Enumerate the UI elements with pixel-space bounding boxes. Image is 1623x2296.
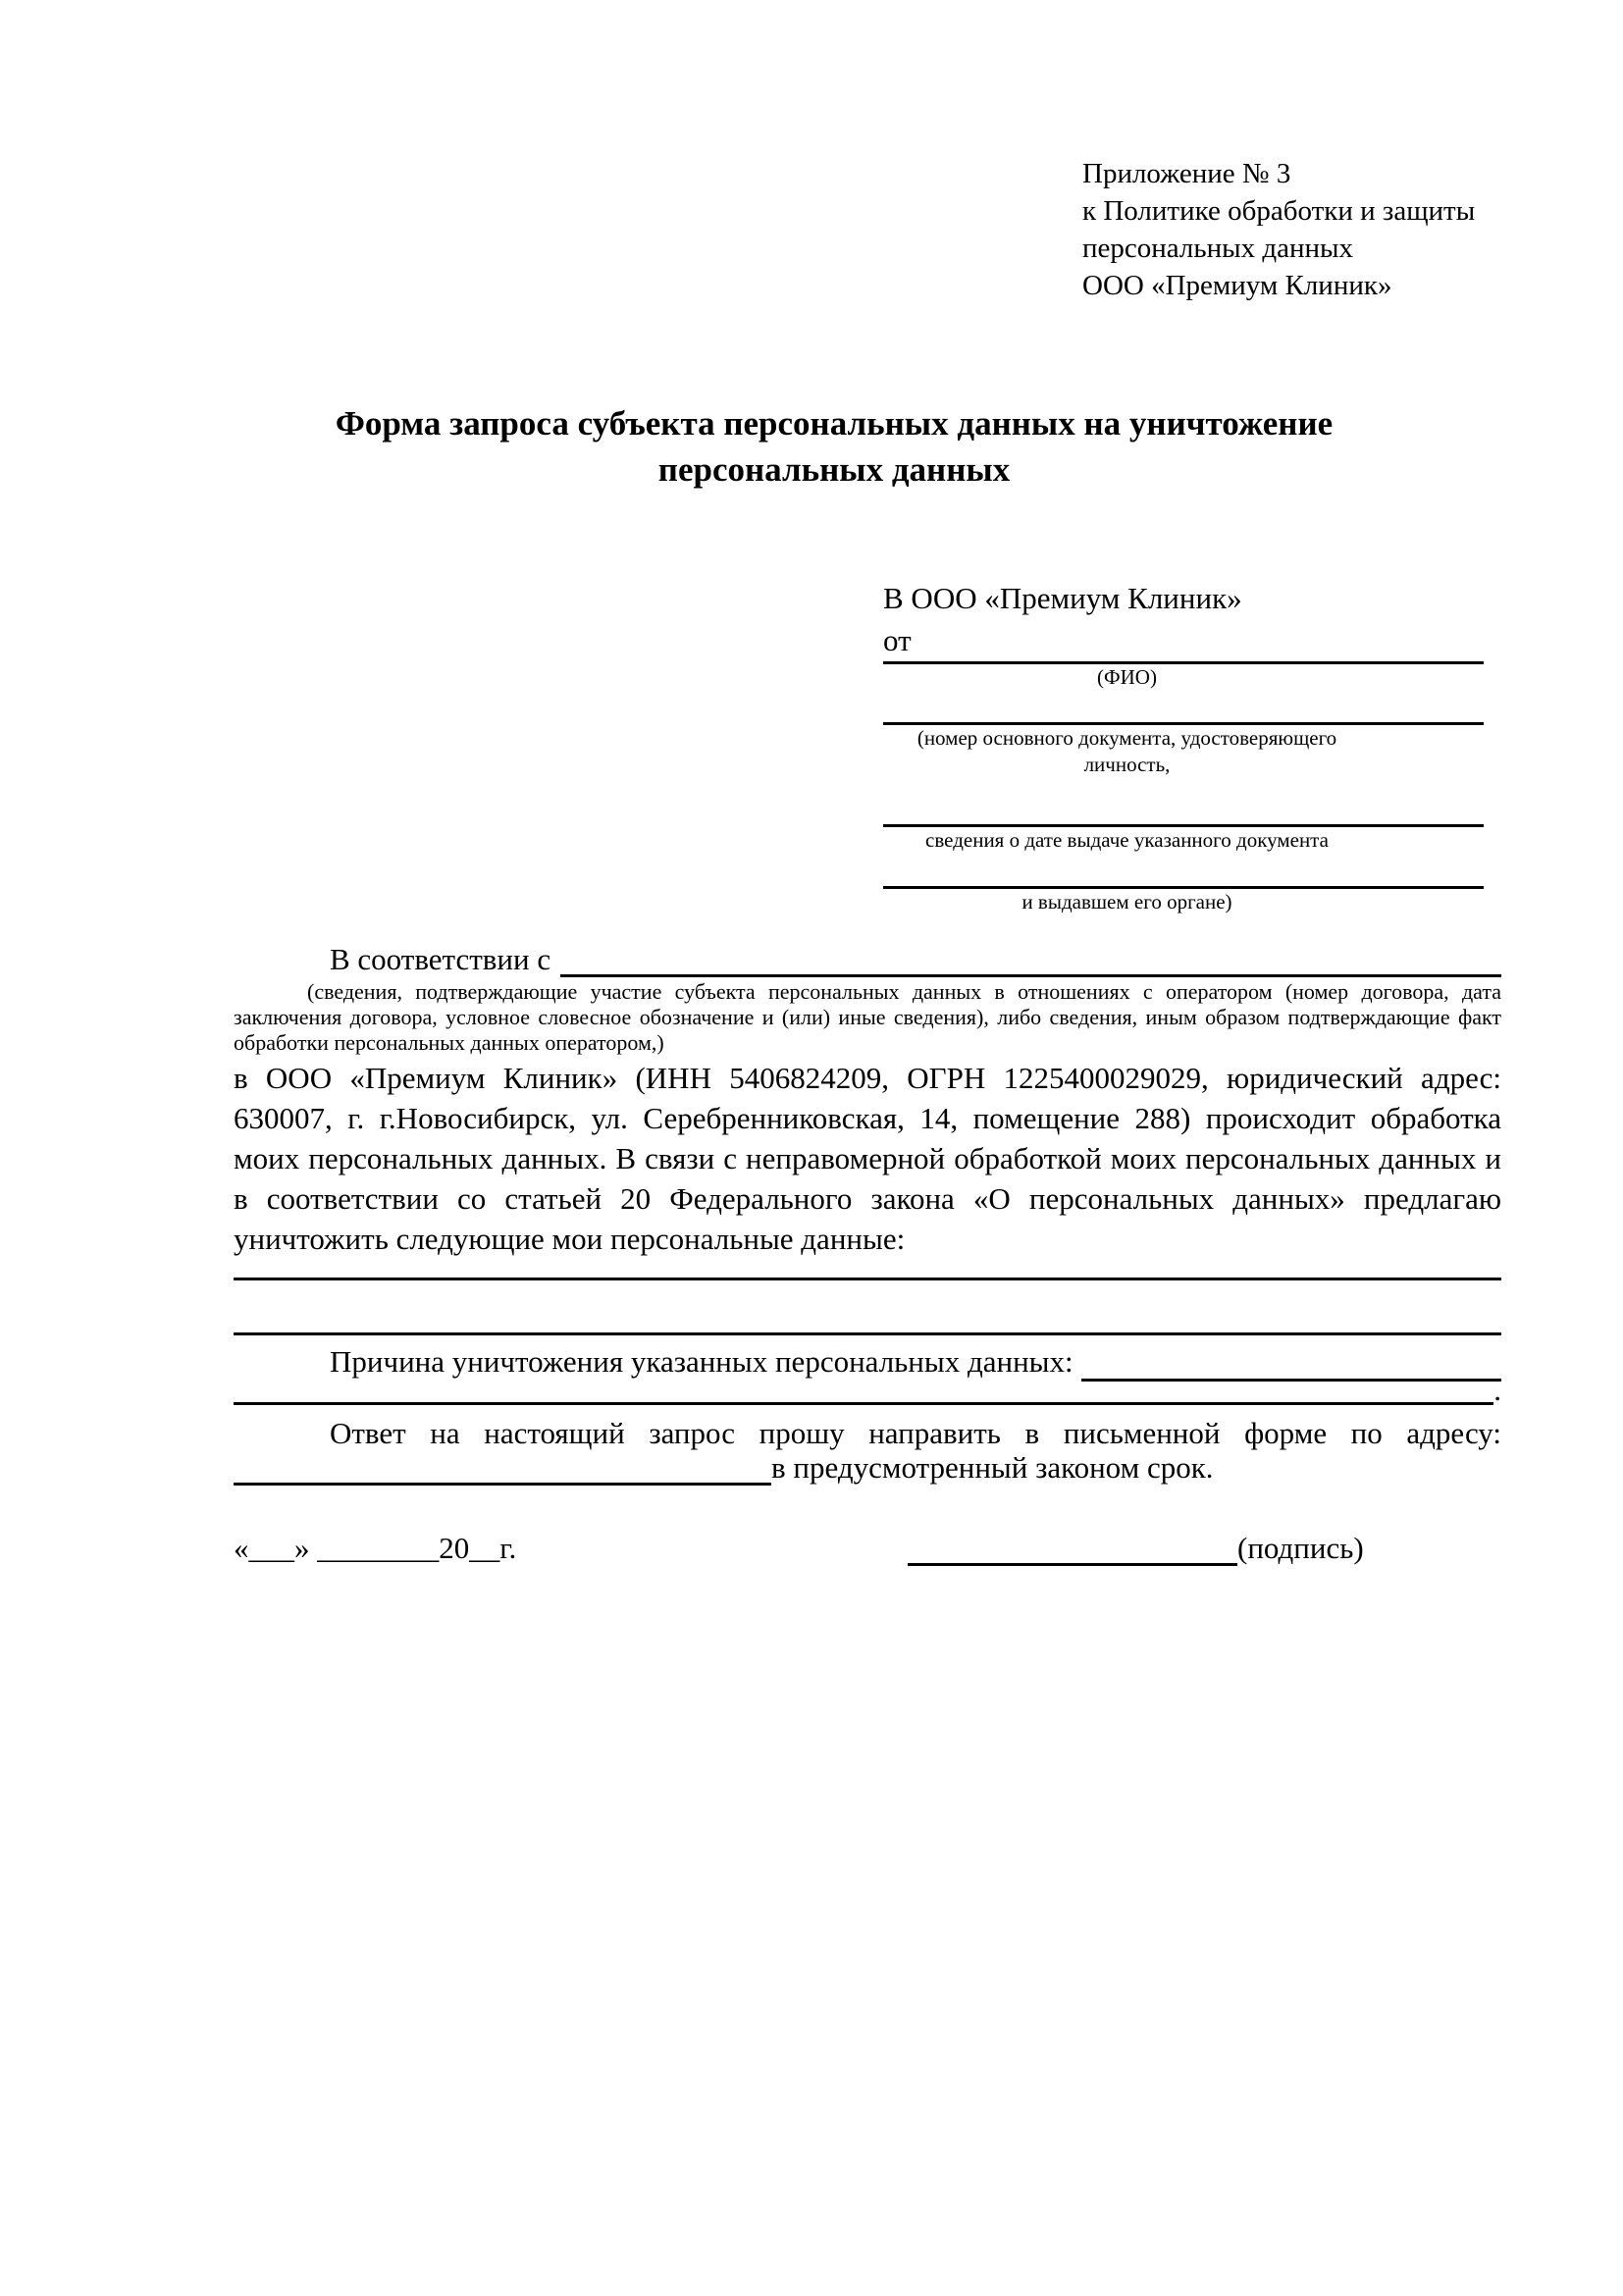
annex-line-3: персональных данных [1082,233,1354,264]
personal-data-blank-line-1 [234,1278,1501,1280]
response-tail: в предусмотренный законом срок. [771,1450,1214,1485]
signature-blank-line [908,1535,1237,1566]
accordance-footnote: (сведения, подтверждающие участие субъекта персональных данных в отношениях с оператором (номер договора, дата заключения договора, условное словесное обозначение и (или) иные сведения), либо сведения, иным образом подтверждающие факт обработки персональных данных оператором,) [234,979,1501,1055]
sentence-period: . [1493,1373,1501,1407]
addressee-from-label: от [883,623,912,657]
addressee-block [883,577,1484,915]
address-blank-line [234,1452,771,1486]
annex-line-1: Приложение № 3 [1082,158,1291,189]
signature-group [908,1531,1364,1566]
issuing-authority-caption: и выдавшем его органе) [1021,890,1232,913]
signature-caption: (подпись) [1237,1531,1364,1565]
issue-date-caption: сведения о дате выдаче указанного документа [925,828,1329,852]
reason-label: Причина уничтожения указанных персональных данных: [330,1344,1073,1379]
identity-document-caption: (номер основного документа, удостоверяющего личность, [916,726,1337,776]
addressee-organization: В ООО «Премиум Клиник» [883,581,1242,615]
response-address-line [234,1450,1501,1486]
document-title: Форма запроса субъекта персональных данных на уничтожение персональных данных [335,404,1334,489]
reason-blank-line-2 [234,1376,1493,1405]
annex-line-4: ООО «Премиум Клиник» [1082,270,1392,301]
fio-caption: (ФИО) [1097,665,1157,689]
annex-line-2: к Политике обработки и защиты [1082,195,1476,227]
reason-continuation-line [234,1373,1501,1407]
accordance-line [234,942,1501,977]
personal-data-blank-line-2 [234,1332,1501,1335]
date-blank-line: «___» ________20__г. [234,1531,517,1565]
accordance-lead: В соответствии с [330,942,551,976]
date-signature-row [234,1531,1501,1566]
annex-reference [1082,155,1475,304]
accordance-blank-line [560,944,1501,977]
request-body-paragraph: в ООО «Премиум Клиник» (ИНН 5406824209, ОГРН 1225400029029, юридический адрес: 630007, г. г.Новосибирск, ул. Серебренниковская, 14, помещение 288) происходит обработка моих персональных данных. В связи с неправомерной обработкой моих персональных данных и в соответствии со статьей 20 Федерального закона «О персональных данных» предлагаю уничтожить следующие мои персональные данные: [234,1061,1501,1256]
response-request-line: Ответ на настоящий запрос прошу направить в письменной форме по адресу: [330,1416,1501,1450]
